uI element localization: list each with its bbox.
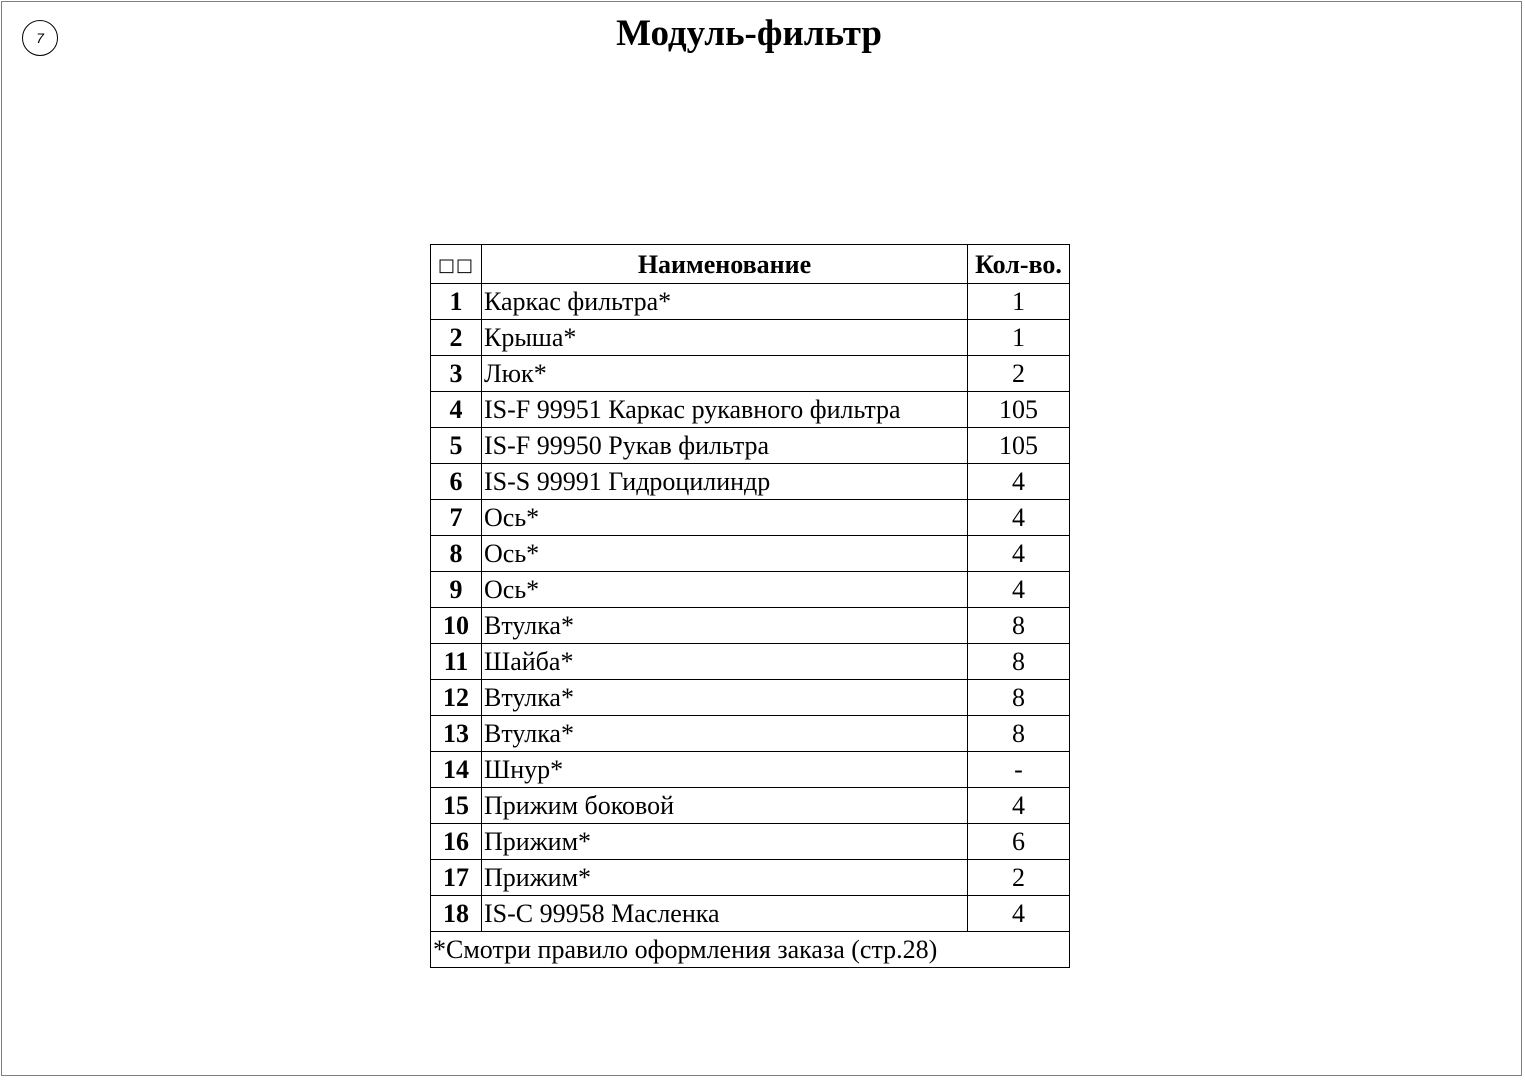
- row-num: 5: [431, 428, 482, 464]
- header-qty: Кол-во.: [968, 245, 1070, 284]
- row-num: 14: [431, 752, 482, 788]
- row-qty: 1: [968, 320, 1070, 356]
- header-num-label: □□: [437, 255, 474, 276]
- row-num: 12: [431, 680, 482, 716]
- table-row: [431, 824, 1070, 860]
- row-qty: 2: [968, 356, 1070, 392]
- header-num: [431, 245, 482, 284]
- page-number: 7: [36, 30, 44, 46]
- row-num: 7: [431, 500, 482, 536]
- row-qty: 105: [968, 428, 1070, 464]
- row-name: Прижим боковой: [482, 788, 968, 824]
- row-num: 17: [431, 860, 482, 896]
- row-name: IS-S 99991 Гидроцилиндр: [482, 464, 968, 500]
- table-row: [431, 680, 1070, 716]
- row-qty: 8: [968, 608, 1070, 644]
- table-row: [431, 500, 1070, 536]
- row-name: Ось*: [482, 572, 968, 608]
- row-qty: 4: [968, 536, 1070, 572]
- row-num: 18: [431, 896, 482, 932]
- row-num: 4: [431, 392, 482, 428]
- row-qty: 4: [968, 572, 1070, 608]
- table-row: [431, 320, 1070, 356]
- row-name: Шайба*: [482, 644, 968, 680]
- table-row: [431, 572, 1070, 608]
- table-row: [431, 284, 1070, 320]
- row-qty: 105: [968, 392, 1070, 428]
- row-name: Ось*: [482, 536, 968, 572]
- row-qty: 1: [968, 284, 1070, 320]
- page-title: Модуль-фильтр: [616, 13, 882, 54]
- row-name: Прижим*: [482, 824, 968, 860]
- row-qty: 4: [968, 500, 1070, 536]
- row-num: 2: [431, 320, 482, 356]
- table-row: [431, 608, 1070, 644]
- parts-table: [430, 244, 1070, 968]
- row-num: 10: [431, 608, 482, 644]
- row-qty: 2: [968, 860, 1070, 896]
- table-footnote-row: [431, 932, 1070, 968]
- row-num: 13: [431, 716, 482, 752]
- row-num: 9: [431, 572, 482, 608]
- table-row: [431, 536, 1070, 572]
- row-num: 1: [431, 284, 482, 320]
- row-num: 8: [431, 536, 482, 572]
- row-name: IS-C 99958 Масленка: [482, 896, 968, 932]
- table-row: [431, 644, 1070, 680]
- table-row: [431, 716, 1070, 752]
- row-num: 16: [431, 824, 482, 860]
- row-qty: 8: [968, 680, 1070, 716]
- table-row: [431, 392, 1070, 428]
- table-row: [431, 788, 1070, 824]
- table-row: [431, 428, 1070, 464]
- row-num: 6: [431, 464, 482, 500]
- row-name: Люк*: [482, 356, 968, 392]
- row-num: 15: [431, 788, 482, 824]
- row-num: 3: [431, 356, 482, 392]
- row-qty: 4: [968, 896, 1070, 932]
- table-row: [431, 752, 1070, 788]
- row-name: IS-F 99950 Рукав фильтра: [482, 428, 968, 464]
- row-name: Крыша*: [482, 320, 968, 356]
- row-name: Ось*: [482, 500, 968, 536]
- header-name: Наименование: [482, 245, 968, 284]
- row-name: Шнур*: [482, 752, 968, 788]
- table-row: [431, 860, 1070, 896]
- table-footnote: *Смотри правило оформления заказа (стр.28): [431, 932, 1070, 968]
- row-qty: 4: [968, 464, 1070, 500]
- row-name: Прижим*: [482, 860, 968, 896]
- row-name: Втулка*: [482, 680, 968, 716]
- row-qty: 6: [968, 824, 1070, 860]
- row-qty: 8: [968, 716, 1070, 752]
- row-num: 11: [431, 644, 482, 680]
- table-header-row: [431, 245, 1070, 284]
- row-name: Каркас фильтра*: [482, 284, 968, 320]
- table-row: [431, 356, 1070, 392]
- table-row: [431, 464, 1070, 500]
- row-qty: 8: [968, 644, 1070, 680]
- row-name: IS-F 99951 Каркас рукавного фильтра: [482, 392, 968, 428]
- table-row: [431, 896, 1070, 932]
- row-name: Втулка*: [482, 716, 968, 752]
- row-qty: 4: [968, 788, 1070, 824]
- row-name: Втулка*: [482, 608, 968, 644]
- row-qty: -: [968, 752, 1070, 788]
